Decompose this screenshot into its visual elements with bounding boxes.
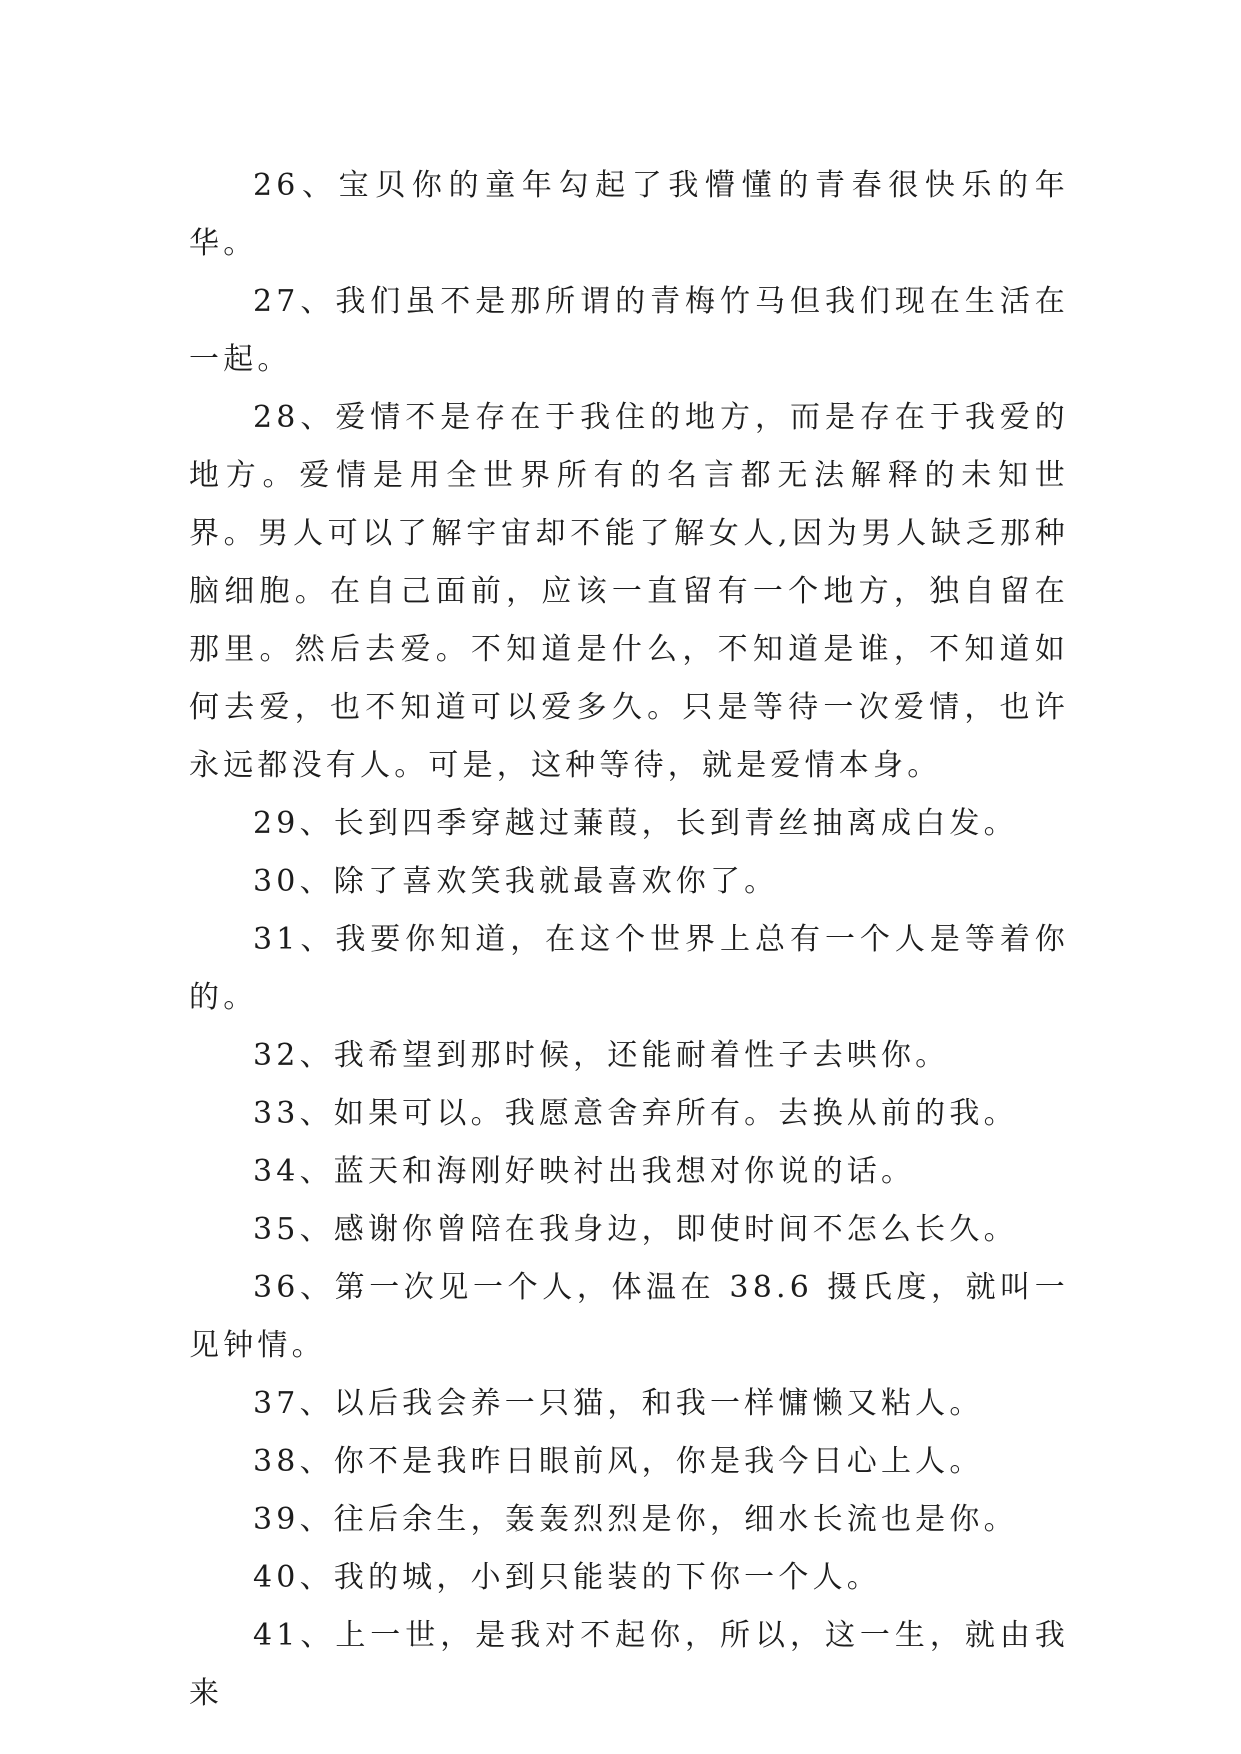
- paragraph-26: 26、宝贝你的童年勾起了我懵懂的青春很快乐的年华。: [189, 168, 1069, 261]
- paragraph-38: 38、你不是我昨日眼前风，你是我今日心上人。: [253, 1444, 984, 1479]
- paragraph-28: 28、爱情不是存在于我住的地方，而是存在于我爱的地方。爱情是用全世界所有的名言都无法解释的未知世界。男人可以了解宇宙却不能了解女人,因为男人缺乏那种脑细胞。在自己面前，应该一直留有一个地方，独自留在那里。然后去爱。不知道是什么，不知道是谁，不知道如何去爱，也不知道可以爱多久。只是等待一次爱情，也许永远都没有人。可是，这种等待，就是爱情本身。: [189, 400, 1069, 783]
- paragraph-31: 31、我要你知道，在这个世界上总有一个人是等着你的。: [189, 922, 1069, 1015]
- paragraph-33: 33、如果可以。我愿意舍弃所有。去换从前的我。: [253, 1096, 1018, 1131]
- paragraph-37: 37、以后我会养一只猫，和我一样慵懒又粘人。: [253, 1386, 984, 1421]
- paragraph-27: 27、我们虽不是那所谓的青梅竹马但我们现在生活在一起。: [189, 284, 1069, 377]
- document-body: [189, 157, 1069, 1723]
- paragraph-41: 41、上一世，是我对不起你，所以，这一生，就由我来: [189, 1618, 1069, 1711]
- paragraph-35: 35、感谢你曾陪在我身边，即使时间不怎么长久。: [253, 1212, 1018, 1247]
- paragraph-30: 30、除了喜欢笑我就最喜欢你了。: [253, 864, 779, 899]
- paragraph-40: 40、我的城，小到只能装的下你一个人。: [253, 1560, 881, 1595]
- paragraph-29: 29、长到四季穿越过蒹葭，长到青丝抽离成白发。: [253, 806, 1018, 841]
- paragraph-32: 32、我希望到那时候，还能耐着性子去哄你。: [253, 1038, 950, 1073]
- paragraph-39: 39、往后余生，轰轰烈烈是你，细水长流也是你。: [253, 1502, 1018, 1537]
- paragraph-34: 34、蓝天和海刚好映衬出我想对你说的话。: [253, 1154, 916, 1189]
- paragraph-36: 36、第一次见一个人，体温在 38.6 摄氏度，就叫一见钟情。: [189, 1270, 1069, 1363]
